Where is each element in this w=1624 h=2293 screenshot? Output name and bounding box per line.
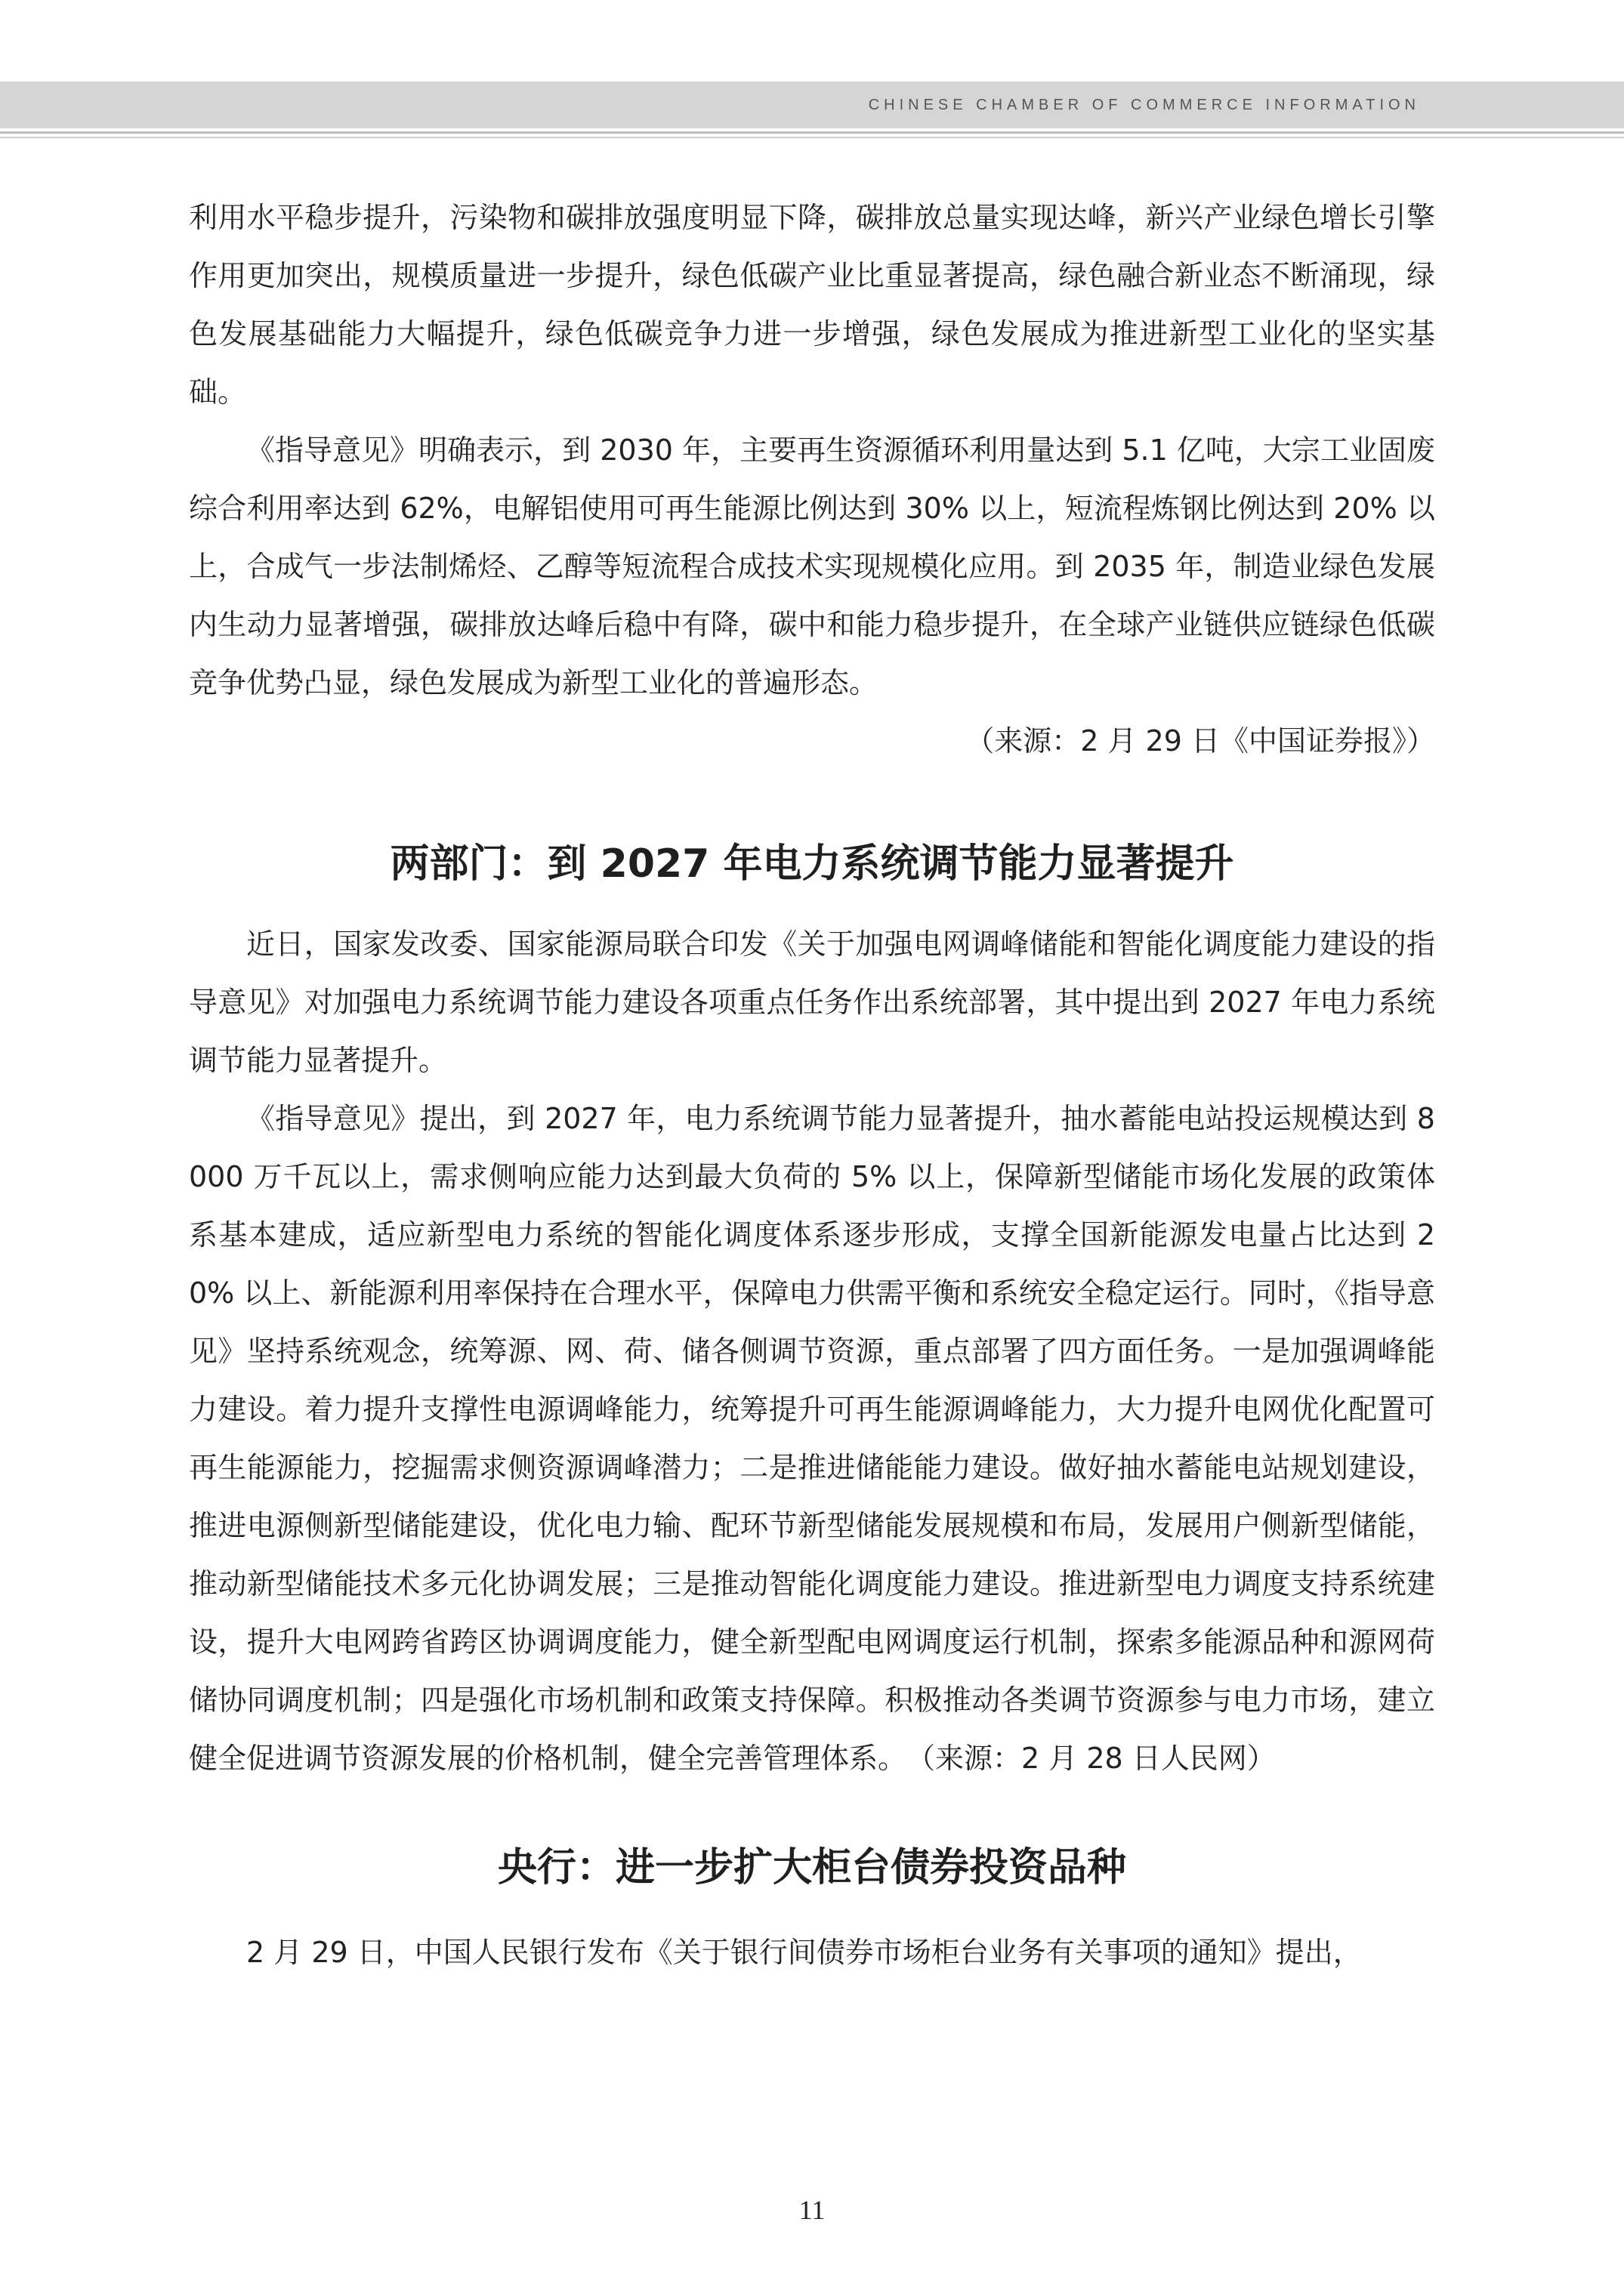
article-paragraph: 2 月 29 日，中国人民银行发布《关于银行间债券市场柜台业务有关事项的通知》提出， bbox=[246, 1936, 1362, 1969]
article-title: 央行：进一步扩大柜台债券投资品种 bbox=[497, 1845, 1126, 1890]
article-power-system bbox=[189, 834, 1435, 1788]
article-paragraph: 利用水平稳步提升，污染物和碳排放强度明显下降，碳排放总量实现达峰，新兴产业绿色增长引擎作用更加突出，规模质量进一步提升，绿色低碳产业比重显著提高，绿色融合新业态不断涌现，绿色发展基础能力大幅提升，绿色低碳竞争力进一步增强，绿色发展成为推进新型工业化的坚实基础。 bbox=[189, 201, 1435, 409]
article-green-industry bbox=[189, 189, 1435, 770]
article-central-bank bbox=[189, 1838, 1435, 1982]
article-paragraph: 《指导意见》明确表示，到 2030 年，主要再生资源循环利用量达到 5.1 亿吨，大宗工业固废综合利用率达到 62%，电解铝使用可再生能源比例达到 30% 以上，短流程炼钢比例达到 20% 以上，合成气一步法制烯烃、乙醇等短流程合成技术实现规模化应用。到 2035 年，制造业绿色发展内生动力显著增强，碳排放达峰后稳中有降，碳中和能力稳步提升，在全球产业链供应链绿色低碳竞争优势凸显，绿色发展成为新型工业化的普遍形态。 bbox=[189, 434, 1435, 699]
page-content bbox=[189, 189, 1435, 1982]
page-number: 11 bbox=[798, 2195, 826, 2225]
article-source: （来源：2 月 29 日《中国证券报》） bbox=[965, 724, 1435, 758]
publication-name: CHINESE CHAMBER OF COMMERCE INFORMATION bbox=[868, 97, 1420, 113]
article-title: 两部门：到 2027 年电力系统调节能力显著提升 bbox=[390, 841, 1234, 887]
header-divider bbox=[0, 131, 1624, 134]
article-source bbox=[892, 1742, 1276, 1775]
article-paragraph: 近日，国家发改委、国家能源局联合印发《关于加强电网调峰储能和智能化调度能力建设的指导意见》对加强电力系统调节能力建设各项重点任务作出系统部署，其中提出到 2027 年电力系统调节能力显著提升。 bbox=[189, 927, 1435, 1077]
header-divider-secondary bbox=[0, 137, 1624, 138]
article-paragraph bbox=[189, 1090, 1435, 1788]
article-source-text: （来源：2 月 28 日人民网） bbox=[921, 1742, 1276, 1775]
article-paragraph-text: 《指导意见》提出，到 2027 年，电力系统调节能力显著提升，抽水蓄能电站投运规模达到 8000 万千瓦以上，需求侧响应能力达到最大负荷的 5% 以上，保障新型储能市场化发展的政策体系基本建成，适应新型电力系统的智能化调度体系逐步形成，支撑全国新能源发电量占比达到 20% 以上、新能源利用率保持在合理水平，保障电力供需平衡和系统安全稳定运行。同时，《指导意见》坚持系统观念，统筹源、网、荷、储各侧调节资源，重点部署了四方面任务。一是加强调峰能力建设。着力提升支撑性电源调峰能力，统筹提升可再生能源调峰能力，大力提升电网优化配置可再生能源能力，挖掘需求侧资源调峰潜力；二是推进储能能力建设。做好抽水蓄能电站规划建设，推进电源侧新型储能建设，优化电力输、配环节新型储能发展规模和布局，发展用户侧新型储能，推动新型储能技术多元化协调发展；三是推动智能化调度能力建设。推进新型电力调度支持系统建设，提升大电网跨省跨区协调调度能力，健全新型配电网调度运行机制，探索多能源品种和源网荷储协同调度机制；四是强化市场机制和政策支持保障。积极推动各类调节资源参与电力市场，建立健全促进调节资源发展的价格机制，健全完善管理体系。 bbox=[189, 1102, 1435, 1775]
